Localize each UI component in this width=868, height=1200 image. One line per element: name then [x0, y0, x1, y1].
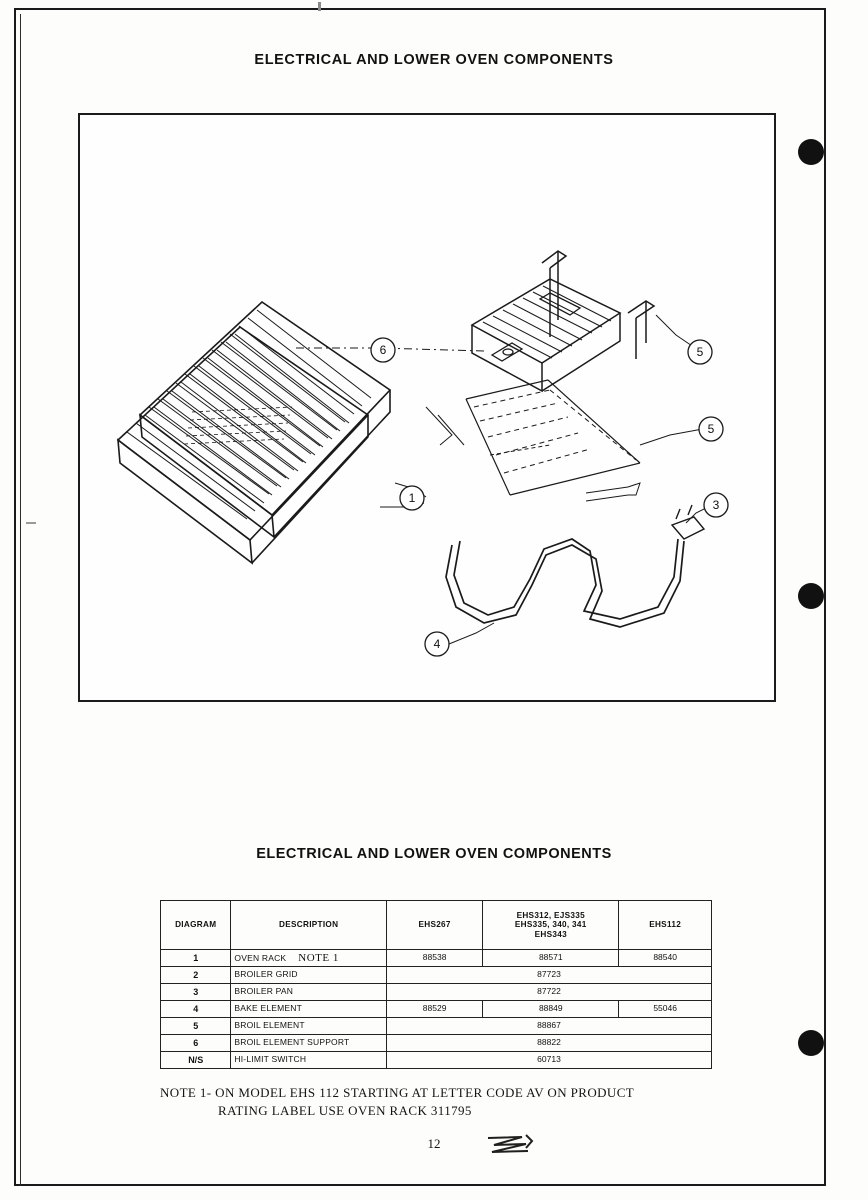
svg-text:5: 5 — [696, 345, 704, 359]
cell-description: BROILER PAN — [231, 984, 387, 1001]
binder-hole-3 — [798, 1030, 824, 1056]
binder-hole-1 — [798, 139, 824, 165]
cell-description: BROIL ELEMENT SUPPORT — [231, 1035, 387, 1052]
header-model-ehs112: EHS112 — [619, 901, 712, 950]
cell-diagram: 4 — [161, 1001, 231, 1018]
cell-part-group: 88571 — [483, 950, 619, 967]
footnote-line-1: NOTE 1- ON MODEL EHS 112 STARTING AT LETTER CODE AV ON PRODUCT — [160, 1085, 635, 1100]
cell-diagram: N/S — [161, 1052, 231, 1069]
cell-description: BAKE ELEMENT — [231, 1001, 387, 1018]
cell-part-group: 88849 — [483, 1001, 619, 1018]
page-title-top: ELECTRICAL AND LOWER OVEN COMPONENTS — [254, 52, 614, 68]
illustration-frame — [78, 113, 776, 702]
svg-text:5: 5 — [707, 422, 715, 436]
page-number: 12 — [427, 1136, 441, 1151]
binder-hole-2 — [798, 583, 824, 609]
cell-part-ehs267: 88529 — [386, 1001, 482, 1018]
header-model-group-line3: EHS343 — [534, 929, 567, 939]
cell-description: BROILER GRID — [231, 967, 387, 984]
footnote — [160, 1084, 800, 1119]
cell-description — [231, 950, 387, 967]
page-title-lower: ELECTRICAL AND LOWER OVEN COMPONENTS — [256, 846, 612, 862]
table-row — [161, 950, 712, 967]
cell-diagram: 1 — [161, 950, 231, 967]
cell-description: BROIL ELEMENT — [231, 1018, 387, 1035]
cell-part-ehs112: 88540 — [619, 950, 712, 967]
exploded-parts-diagram — [80, 115, 774, 700]
parts-table-head — [161, 901, 712, 950]
cell-part-all-models: 88822 — [386, 1035, 711, 1052]
table-row — [161, 967, 712, 984]
svg-text:6: 6 — [379, 343, 387, 357]
cell-diagram: 2 — [161, 967, 231, 984]
parts-table — [160, 900, 712, 1069]
cell-part-all-models: 87722 — [386, 984, 711, 1001]
header-diagram: DIAGRAM — [161, 901, 231, 950]
header-model-ehs267: EHS267 — [386, 901, 482, 950]
table-row — [161, 984, 712, 1001]
svg-text:4: 4 — [433, 637, 441, 651]
table-header-row — [161, 901, 712, 950]
footnote-line-2: RATING LABEL USE OVEN RACK 311795 — [218, 1102, 472, 1118]
header-model-group-line2: EHS335, 340, 341 — [514, 920, 587, 930]
header-description: DESCRIPTION — [231, 901, 387, 950]
table-row — [161, 1052, 712, 1069]
description-note-ref: NOTE 1 — [298, 951, 339, 964]
cell-part-all-models: 88867 — [386, 1018, 711, 1035]
table-row — [161, 1018, 712, 1035]
svg-text:1: 1 — [408, 491, 416, 505]
table-row — [161, 1001, 712, 1018]
header-model-group-line1: EHS312, EJS335 — [516, 910, 585, 920]
cell-description: HI-LIMIT SWITCH — [231, 1052, 387, 1069]
description-text: OVEN RACK — [234, 952, 287, 963]
header-model-group — [483, 901, 619, 950]
cell-diagram: 6 — [161, 1035, 231, 1052]
cell-part-all-models: 87723 — [386, 967, 711, 984]
cell-part-ehs267: 88538 — [386, 950, 482, 967]
cell-diagram: 5 — [161, 1018, 231, 1035]
cell-part-all-models: 60713 — [386, 1052, 711, 1069]
cell-part-ehs112: 55046 — [619, 1001, 712, 1018]
scan-artifact-top — [318, 2, 321, 11]
scan-artifact-left — [26, 522, 36, 524]
svg-text:3: 3 — [712, 498, 720, 512]
parts-table-body — [161, 950, 712, 1069]
handwritten-mark — [482, 1132, 538, 1158]
cell-diagram: 3 — [161, 984, 231, 1001]
table-row — [161, 1035, 712, 1052]
